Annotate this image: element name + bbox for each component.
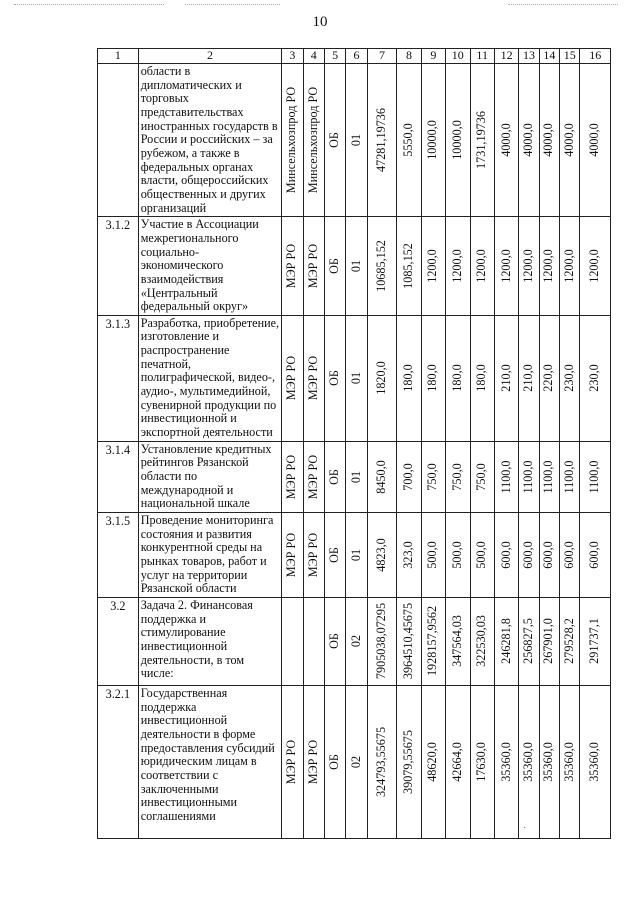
value-cell — [397, 513, 421, 598]
cell-value: 210,0 — [521, 364, 536, 392]
value-cell — [367, 441, 397, 512]
cell-value: МЭР РО — [305, 356, 320, 401]
row-description: Задача 2. Финансовая поддержка и стимулирование инвестиционной деятельности, в том числе: — [138, 597, 282, 685]
value-cell — [580, 217, 611, 316]
value-cell — [560, 217, 580, 316]
cell-value: 1100,0 — [541, 460, 556, 494]
cell-value: 35360,0 — [541, 742, 556, 782]
value-cell — [580, 315, 611, 441]
cell-value: 4000,0 — [541, 123, 556, 157]
value-cell — [324, 217, 345, 316]
cell-value: 4000,0 — [587, 123, 602, 157]
value-cell — [539, 64, 559, 217]
value-cell — [282, 513, 303, 598]
cell-value: 220,0 — [541, 364, 556, 392]
value-cell — [367, 597, 397, 685]
cell-value: 1100,0 — [561, 460, 576, 494]
cell-value: 322530,03 — [474, 615, 489, 668]
scan-noise-right — [508, 4, 618, 9]
col-header: 4 — [303, 49, 324, 64]
value-cell — [494, 685, 518, 838]
cell-value: МЭР РО — [284, 356, 299, 401]
cell-value: 291737,1 — [587, 618, 602, 665]
cell-value: 600,0 — [498, 541, 513, 569]
scan-noise-center — [185, 4, 280, 9]
cell-value: 1200,0 — [541, 249, 556, 283]
cell-value: 180,0 — [425, 364, 440, 392]
cell-value: 35360,0 — [521, 742, 536, 782]
value-cell — [580, 441, 611, 512]
col-header: 16 — [580, 49, 611, 64]
table-row — [98, 315, 611, 441]
value-cell — [470, 513, 494, 598]
value-cell — [539, 441, 559, 512]
value-cell — [282, 64, 303, 217]
value-cell — [560, 597, 580, 685]
value-cell — [282, 315, 303, 441]
cell-value: 48620,0 — [425, 742, 440, 782]
cell-value: ОБ — [327, 258, 342, 274]
value-cell — [494, 315, 518, 441]
value-cell — [282, 217, 303, 316]
value-cell — [421, 217, 445, 316]
cell-value: 750,0 — [425, 463, 440, 491]
value-cell — [446, 597, 470, 685]
value-cell — [346, 64, 367, 217]
value-cell — [282, 441, 303, 512]
value-cell — [539, 597, 559, 685]
cell-value: 500,0 — [425, 541, 440, 569]
scan-noise-left — [14, 4, 164, 9]
cell-value: 1928157,9562 — [425, 606, 440, 677]
value-cell — [346, 597, 367, 685]
cell-value: 1085,152 — [401, 243, 416, 289]
col-header: 6 — [346, 49, 367, 64]
cell-value: 256827,5 — [521, 618, 536, 665]
cell-value: 02 — [348, 635, 363, 648]
cell-value: ОБ — [327, 633, 342, 650]
value-cell — [519, 217, 539, 316]
row-number: 3.1.3 — [98, 315, 139, 441]
value-cell — [421, 597, 445, 685]
value-cell — [580, 597, 611, 685]
cell-value: 35360,0 — [561, 742, 576, 782]
row-number — [98, 64, 139, 217]
value-cell — [580, 513, 611, 598]
margin-mark: · — [523, 823, 527, 834]
value-cell — [446, 513, 470, 598]
cell-value: 4000,0 — [498, 123, 513, 157]
cell-value: 01 — [348, 372, 363, 385]
value-cell — [421, 513, 445, 598]
cell-value: 750,0 — [474, 463, 489, 491]
value-cell — [367, 315, 397, 441]
cell-value: ОБ — [327, 468, 342, 485]
value-cell — [519, 64, 539, 217]
row-number: 3.1.4 — [98, 441, 139, 512]
cell-value: 600,0 — [561, 541, 576, 569]
cell-value: 230,0 — [561, 364, 576, 392]
value-cell — [494, 217, 518, 316]
col-header: 2 — [138, 49, 282, 64]
cell-value: ОБ — [327, 547, 342, 563]
cell-value: Минсельхозпрод РО — [305, 86, 320, 194]
table-row — [98, 64, 611, 217]
row-number: 3.2 — [98, 597, 139, 685]
cell-value: 02 — [348, 755, 363, 769]
value-cell — [421, 64, 445, 217]
cell-value: 01 — [348, 259, 363, 273]
value-cell — [324, 315, 345, 441]
value-cell — [560, 513, 580, 598]
value-cell — [519, 441, 539, 512]
cell-value: 323,0 — [401, 541, 416, 569]
row-description: Установление кредитных рейтингов Рязанской области по международной и национальной шкале — [138, 441, 282, 512]
value-cell — [397, 441, 421, 512]
value-cell — [303, 315, 324, 441]
cell-value: МЭР РО — [305, 532, 320, 578]
cell-value: 10685,152 — [374, 240, 389, 292]
value-cell — [282, 597, 303, 685]
value-cell — [303, 597, 324, 685]
row-description: области в дипломатических и торговых представительствах иностранных государств в России и российских – за рубежом, а также в федеральных органах власти, общероссийских общественных и других организаций — [138, 64, 282, 217]
cell-value: 7905038,07295 — [374, 603, 389, 680]
row-number: 3.1.2 — [98, 217, 139, 316]
cell-value: 1200,0 — [449, 249, 464, 283]
col-header: 13 — [519, 49, 539, 64]
col-header: 9 — [421, 49, 445, 64]
value-cell — [519, 513, 539, 598]
col-header: 15 — [560, 49, 580, 64]
cell-value: 35360,0 — [498, 742, 513, 782]
program-table — [97, 48, 611, 839]
col-header: 7 — [367, 49, 397, 64]
cell-value: 279528,2 — [561, 618, 576, 665]
cell-value: 700,0 — [401, 463, 416, 491]
cell-value: ОБ — [327, 370, 342, 387]
value-cell — [346, 217, 367, 316]
cell-value: МЭР РО — [305, 454, 320, 500]
cell-value: 35360,0 — [587, 742, 602, 782]
col-header: 11 — [470, 49, 494, 64]
cell-value: МЭР РО — [305, 243, 320, 289]
value-cell — [494, 597, 518, 685]
value-cell — [560, 315, 580, 441]
cell-value: 180,0 — [474, 364, 489, 392]
value-cell — [539, 513, 559, 598]
value-cell — [519, 315, 539, 441]
cell-value: 4823,0 — [374, 538, 389, 572]
value-cell — [539, 315, 559, 441]
table-row — [98, 685, 611, 838]
value-cell — [494, 441, 518, 512]
cell-value: 47281,19736 — [374, 108, 389, 173]
value-cell — [397, 685, 421, 838]
value-cell — [470, 64, 494, 217]
value-cell — [470, 315, 494, 441]
value-cell — [494, 64, 518, 217]
value-cell — [397, 597, 421, 685]
value-cell — [470, 597, 494, 685]
value-cell — [303, 64, 324, 217]
value-cell — [470, 685, 494, 838]
cell-value: 1100,0 — [587, 460, 602, 494]
cell-value: 1200,0 — [561, 249, 576, 283]
cell-value: 1200,0 — [425, 249, 440, 283]
cell-value: 600,0 — [541, 541, 556, 569]
value-cell — [367, 64, 397, 217]
cell-value: 10000,0 — [425, 120, 440, 160]
cell-value: 500,0 — [474, 541, 489, 569]
value-cell — [346, 685, 367, 838]
row-description: Проведение мониторинга состояния и развития конкурентной среды на рынках товаров, работ и услуг на территории Рязанской области — [138, 513, 282, 598]
cell-value: 246281,8 — [498, 618, 513, 665]
value-cell — [519, 685, 539, 838]
cell-value: 750,0 — [449, 463, 464, 491]
cell-value: 267901,0 — [541, 618, 556, 665]
cell-value: МЭР РО — [284, 739, 299, 785]
value-cell — [303, 685, 324, 838]
value-cell — [346, 315, 367, 441]
table-row — [98, 597, 611, 685]
cell-value: ОБ — [327, 754, 342, 770]
value-cell — [367, 685, 397, 838]
value-cell — [446, 217, 470, 316]
value-cell — [560, 64, 580, 217]
row-number: 3.2.1 — [98, 685, 139, 838]
cell-value: 5550,0 — [401, 123, 416, 157]
table-row — [98, 441, 611, 512]
col-header: 14 — [539, 49, 559, 64]
value-cell — [346, 441, 367, 512]
value-cell — [303, 441, 324, 512]
cell-value: 600,0 — [587, 541, 602, 569]
value-cell — [324, 597, 345, 685]
table-row — [98, 513, 611, 598]
cell-value: МЭР РО — [284, 532, 299, 578]
value-cell — [367, 513, 397, 598]
cell-value: Минсельхозпрод РО — [284, 86, 299, 194]
cell-value: 230,0 — [587, 364, 602, 392]
value-cell — [421, 685, 445, 838]
cell-value: 1200,0 — [474, 249, 489, 283]
value-cell — [470, 441, 494, 512]
value-cell — [539, 685, 559, 838]
cell-value: 3964510,45675 — [401, 603, 416, 680]
col-header: 1 — [98, 49, 139, 64]
row-number: 3.1.5 — [98, 513, 139, 598]
value-cell — [324, 685, 345, 838]
header-row — [98, 49, 611, 64]
cell-value: 1200,0 — [521, 249, 536, 283]
row-description: Участие в Ассоциации межрегионального социально-экономического взаимодействия «Центральный федеральный округ» — [138, 217, 282, 316]
value-cell — [580, 64, 611, 217]
value-cell — [397, 315, 421, 441]
value-cell — [560, 685, 580, 838]
col-header: 5 — [324, 49, 345, 64]
cell-value: 42664,0 — [449, 742, 464, 782]
value-cell — [324, 64, 345, 217]
value-cell — [303, 513, 324, 598]
cell-value: 347564,03 — [449, 615, 464, 668]
cell-value: ОБ — [327, 132, 342, 149]
row-description: Разработка, приобретение, изготовление и распространение печатной, полиграфической, видео-, аудио-, мультимедийной, сувенирной продукции по инвестиционной и экспортной деятельности — [138, 315, 282, 441]
row-description: Государственная поддержка инвестиционной деятельности в форме предоставления субсидий юридическим лицам в соответствии с заключенными инвестиционными соглашениями — [138, 685, 282, 838]
cell-value: МЭР РО — [305, 739, 320, 785]
cell-value: 600,0 — [521, 541, 536, 569]
value-cell — [421, 315, 445, 441]
cell-value: 1100,0 — [498, 460, 513, 494]
cell-value: 1200,0 — [498, 249, 513, 283]
cell-value: 8450,0 — [374, 460, 389, 494]
cell-value: 4000,0 — [561, 123, 576, 157]
col-header: 12 — [494, 49, 518, 64]
value-cell — [397, 217, 421, 316]
cell-value: 1200,0 — [587, 249, 602, 283]
cell-value: 1731,19736 — [474, 111, 489, 170]
cell-value: 01 — [348, 470, 363, 483]
value-cell — [519, 597, 539, 685]
cell-value: 01 — [348, 134, 363, 147]
page-number: 10 — [312, 14, 328, 30]
value-cell — [580, 685, 611, 838]
value-cell — [560, 441, 580, 512]
value-cell — [303, 217, 324, 316]
value-cell — [446, 441, 470, 512]
value-cell — [539, 217, 559, 316]
col-header: 10 — [446, 49, 470, 64]
value-cell — [446, 64, 470, 217]
cell-value: МЭР РО — [284, 243, 299, 289]
cell-value: 1100,0 — [521, 460, 536, 494]
value-cell — [324, 441, 345, 512]
value-cell — [367, 217, 397, 316]
value-cell — [282, 685, 303, 838]
cell-value: 210,0 — [498, 364, 513, 392]
cell-value: 180,0 — [401, 364, 416, 392]
value-cell — [494, 513, 518, 598]
value-cell — [421, 441, 445, 512]
cell-value: 1820,0 — [374, 361, 389, 396]
table-row — [98, 217, 611, 316]
cell-value: 39079,55675 — [401, 729, 416, 794]
cell-value: 17630,0 — [474, 742, 489, 782]
value-cell — [446, 685, 470, 838]
cell-value: МЭР РО — [284, 454, 299, 500]
cell-value: 01 — [348, 548, 363, 562]
cell-value: 500,0 — [449, 541, 464, 569]
value-cell — [470, 217, 494, 316]
cell-value: 4000,0 — [521, 123, 536, 157]
value-cell — [397, 64, 421, 217]
value-cell — [446, 315, 470, 441]
cell-value: 180,0 — [449, 364, 464, 392]
cell-value: 324793,55675 — [374, 726, 389, 797]
col-header: 8 — [397, 49, 421, 64]
value-cell — [324, 513, 345, 598]
cell-value: 10000,0 — [449, 120, 464, 160]
col-header: 3 — [282, 49, 303, 64]
value-cell — [346, 513, 367, 598]
